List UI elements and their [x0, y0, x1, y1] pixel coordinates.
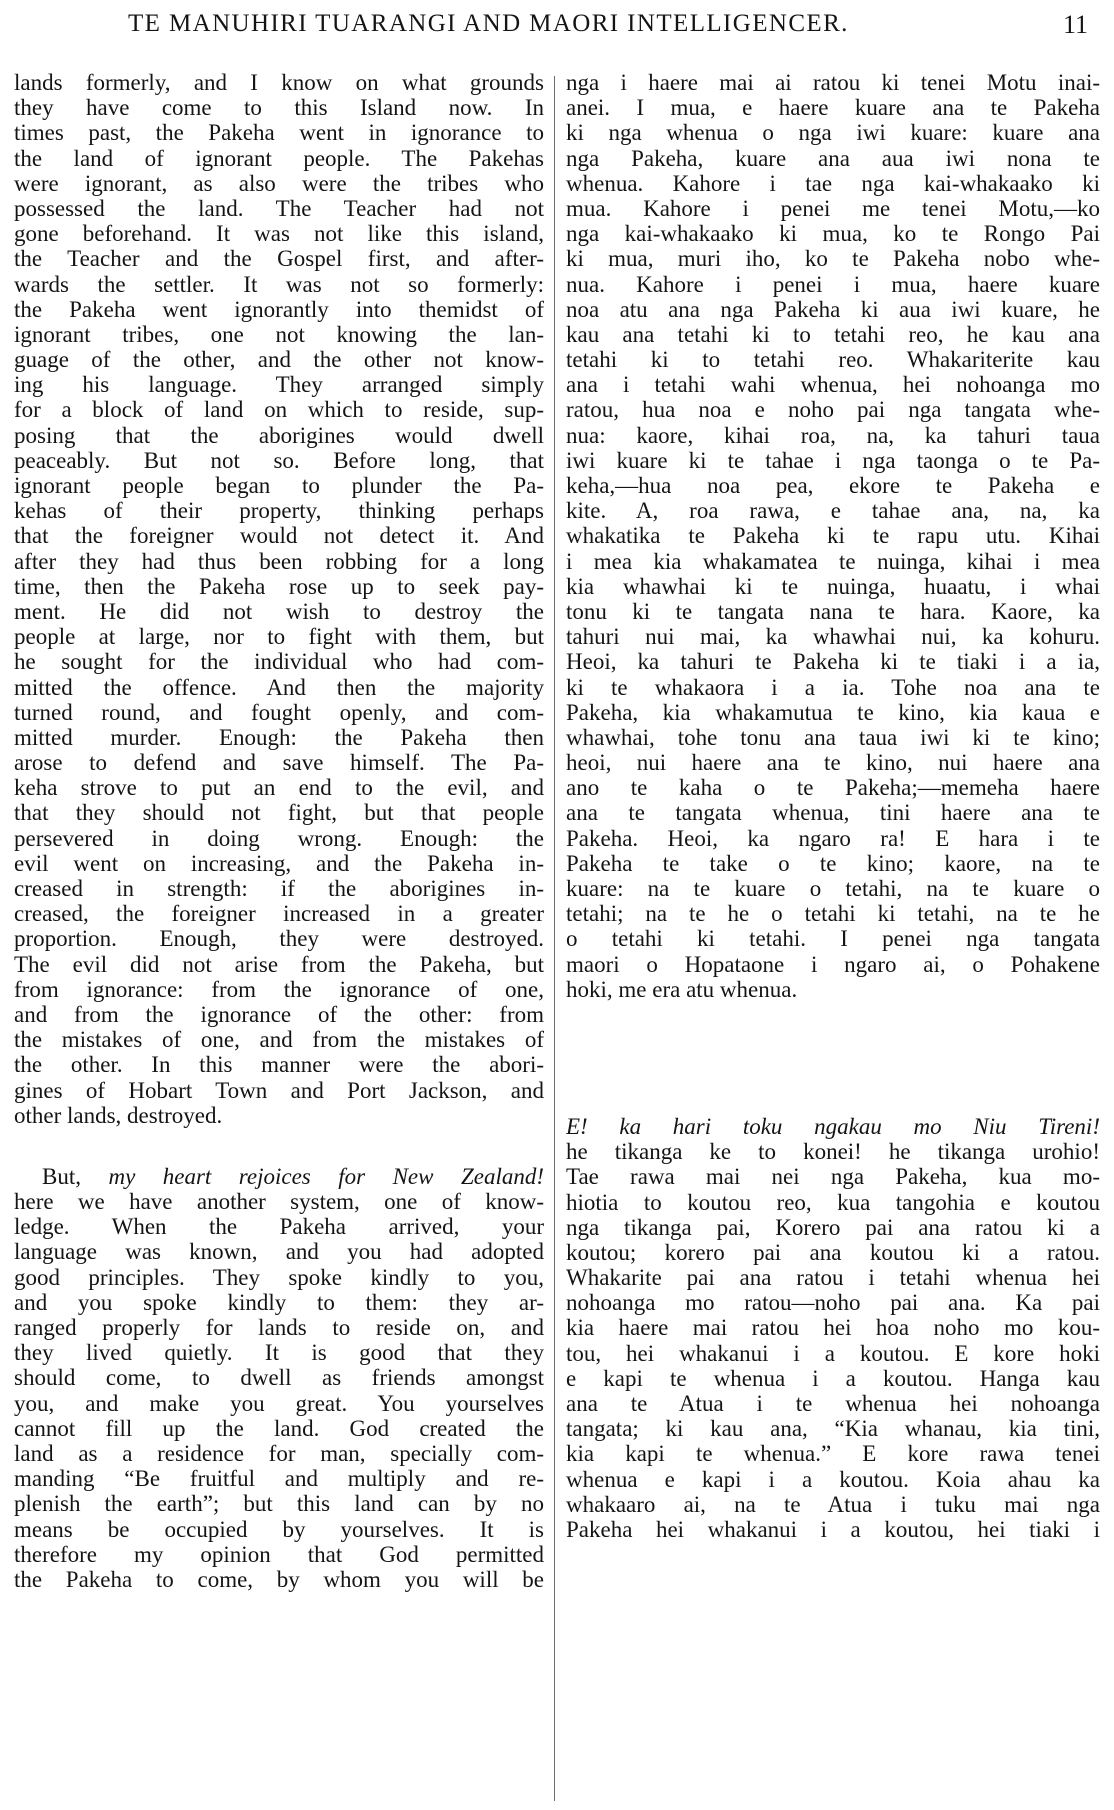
text-line: nga kai-whakaako ki mua, ko te Rongo Pai: [566, 221, 1100, 247]
text-line: tonu ki te tangata nana te hara. Kaore, ka: [566, 598, 1100, 624]
text-line: nga i haere mai ai ratou ki tenei Motu inai-: [566, 70, 1100, 95]
text-line: that they should not fight, but that people: [14, 800, 544, 826]
text-line: o tetahi ki tetahi. I penei nga tangata: [566, 926, 1100, 952]
text-line: ratou, hua noa e noho pai nga tangata whe-: [566, 397, 1100, 423]
text-line: keha strove to put an end to the evil, and: [14, 775, 544, 801]
text-line: e kapi te whenua i a koutou. Hanga kau: [566, 1365, 1100, 1391]
text-line: koutou; korero pai ana koutou ki a ratou.: [566, 1239, 1100, 1265]
text-line: Whakarite pai ana ratou i tetahi whenua hei: [566, 1265, 1100, 1291]
text-line: mitted murder. Enough: the Pakeha then: [14, 724, 544, 750]
text-line: therefore my opinion that God permitted: [14, 1541, 544, 1567]
text-line: whenua. Kahore i tae nga kai-whakaako ki: [566, 170, 1100, 196]
text-line: ki te whakaora i a ia. Tohe noa ana te: [566, 674, 1100, 700]
text-line: the land of ignorant people. The Pakehas: [14, 145, 544, 171]
text-line: Pakeha, kia whakamutua te kino, kia kaua e: [566, 699, 1100, 725]
page-number: 11: [1062, 10, 1088, 39]
text-line: kehas of their property, thinking perhaps: [14, 498, 544, 524]
text-line: he sought for the individual who had com-: [14, 649, 544, 675]
text-line: Pakeha hei whakanui i a koutou, hei tiaki i: [566, 1516, 1100, 1542]
text-line: mua. Kahore i penei me tenei Motu,—ko: [566, 195, 1100, 221]
text-line: kau ana tetahi ki to tetahi reo, he kau ana: [566, 321, 1100, 347]
text-line: whakatika te Pakeha ki te rapu utu. Kihai: [566, 523, 1100, 549]
text-line: Pakeha te take o te kino; kaore, na te: [566, 850, 1100, 876]
text-line: keha,—hua noa pea, ekore te Pakeha e: [566, 473, 1100, 498]
text-line: should come, to dwell as friends amongst: [14, 1365, 544, 1391]
running-title: TE MANUHIRI TUARANGI AND MAORI INTELLIGENCER.: [128, 10, 849, 37]
text-line: kite. A, roa rawa, e tahae ana, na, ka: [566, 498, 1100, 524]
text-line: the Teacher and the Gospel first, and after-: [14, 246, 544, 272]
text-line: they lived quietly. It is good that they: [14, 1340, 544, 1366]
text-line: ledge. When the Pakeha arrived, your: [14, 1214, 544, 1240]
text-line: manding “Be fruitful and multiply and re-: [14, 1466, 544, 1492]
text-line: after they had thus been robbing for a long: [14, 548, 544, 574]
text-line: nua: kaore, kihai roa, na, ka tahuri taua: [566, 422, 1100, 448]
text-line: ana te tangata whenua, tini haere ana te: [566, 800, 1100, 826]
text-line: ment. He did not wish to destroy the: [14, 598, 544, 624]
text-line: Heoi, ka tahuri te Pakeha ki te tiaki i a ia,: [566, 649, 1100, 675]
text-line: kuare: na te kuare o tetahi, na te kuare o: [566, 876, 1100, 901]
text-line: whenua e kapi i a koutou. Koia ahau ka: [566, 1466, 1100, 1492]
text-line: plenish the earth”; but this land can by no: [14, 1491, 544, 1517]
text-line: ki nga whenua o nga iwi kuare: kuare ana: [566, 120, 1100, 146]
text-line: here we have another system, one of know-: [14, 1189, 544, 1215]
text-line: cannot fill up the land. God created the: [14, 1415, 544, 1441]
text-line: proportion. Enough, they were destroyed.: [14, 926, 544, 952]
text-line: people at large, nor to fight with them, but: [14, 624, 544, 650]
text-line: wards the settler. It was not so formerly:: [14, 271, 544, 297]
text-line: hoki, me era atu whenua.: [566, 976, 798, 1002]
text-line: turned round, and fought openly, and com-: [14, 699, 544, 725]
text-line: ignorant people began to plunder the Pa-: [14, 473, 544, 498]
maori-paragraph-2-heading: E! ka hari toku ngakau mo Niu Tireni!: [566, 1113, 1100, 1139]
text-line: language was known, and you had adopted: [14, 1239, 544, 1265]
text-line: posing that the aborigines would dwell: [14, 422, 544, 448]
text-line: creased, the foreigner increased in a greater: [14, 901, 544, 927]
text-line: ranged properly for lands to reside on, and: [14, 1315, 544, 1340]
english-paragraph-2: [14, 1189, 544, 1592]
text-line: gines of Hobart Town and Port Jackson, and: [14, 1077, 544, 1103]
text-line: peaceably. But not so. Before long, that: [14, 447, 544, 473]
text-line: times past, the Pakeha went in ignorance to: [14, 120, 544, 146]
maori-paragraph-1: [566, 70, 1100, 1002]
text-line: noa atu ana nga Pakeha ki aua iwi kuare, he: [566, 296, 1100, 322]
text-line: evil went on increasing, and the Pakeha in-: [14, 850, 544, 876]
text-line: tahuri nui mai, ka whawhai nui, ka kohuru.: [566, 624, 1100, 650]
text-line: ignorant tribes, one not knowing the lan-: [14, 321, 544, 347]
text-line: ana i tetahi wahi whenua, hei nohoanga mo: [566, 372, 1100, 398]
text-line: persevered in doing wrong. Enough: the: [14, 825, 544, 851]
column-divider: [554, 76, 555, 1801]
text-line: ing his language. They arranged simply: [14, 372, 544, 398]
text-line: ano te kaha o te Pakeha;—memeha haere: [566, 775, 1100, 801]
text-line: whakaaro ai, na te Atua i tuku mai nga: [566, 1491, 1100, 1517]
text-line: for a block of land on which to reside, sup-: [14, 397, 544, 423]
text-line: from ignorance: from the ignorance of one,: [14, 976, 544, 1002]
maori-paragraph-2: [566, 1139, 1100, 1542]
text-line: he tikanga ke to konei! he tikanga urohio!: [566, 1139, 1100, 1165]
text-line: anei. I mua, e haere kuare ana te Pakeha: [566, 95, 1100, 121]
text-line: kia whawhai ki te nuinga, huaatu, i whai: [566, 573, 1100, 599]
text-line: means be occupied by yourselves. It is: [14, 1516, 544, 1542]
text-line: land as a residence for man, specially com-: [14, 1440, 544, 1466]
text-line: Tae rawa mai nei nga Pakeha, kua mo-: [566, 1164, 1100, 1190]
english-paragraph-2-opening: [14, 1164, 544, 1189]
maori-column: [566, 70, 1100, 1542]
text-line: lands formerly, and I know on what grounds: [14, 70, 544, 95]
english-paragraph-1: [14, 70, 544, 1128]
text-line: nga Pakeha, kuare ana aua iwi nona te: [566, 145, 1100, 171]
text-line: Pakeha. Heoi, ka ngaro ra! E hara i te: [566, 825, 1100, 851]
text-line: mitted the offence. And then the majority: [14, 674, 544, 700]
text-line: maori o Hopataone i ngaro ai, o Pohakene: [566, 951, 1100, 977]
text-line: kia kapi te whenua.” E kore rawa tenei: [566, 1441, 1100, 1467]
text-line: ki mua, muri iho, ko te Pakeha nobo whe-: [566, 246, 1100, 272]
text-line: possessed the land. The Teacher had not: [14, 195, 544, 221]
english-paragraph-gap: [14, 1128, 544, 1164]
text-line: and from the ignorance of the other: from: [14, 1001, 544, 1027]
text-line: tou, hei whakanui i a koutou. E kore hoki: [566, 1340, 1100, 1366]
text-line: the Pakeha to come, by whom you will be: [14, 1566, 544, 1592]
text-line: tetahi; na te he o tetahi ki tetahi, na te he: [566, 901, 1100, 927]
text-line: nohoanga mo ratou—noho pai ana. Ka pai: [566, 1290, 1100, 1316]
maori-paragraph-gap: [566, 1002, 1100, 1114]
text-line: the Pakeha went ignorantly into themidst of: [14, 296, 544, 322]
english-column: [14, 70, 544, 1592]
text-line: and you spoke kindly to them: they ar-: [14, 1289, 544, 1315]
text-line: The evil did not arise from the Pakeha, but: [14, 951, 544, 977]
text-line: i mea kia whakamatea te nuinga, kihai i mea: [566, 548, 1100, 574]
text-line: ana te Atua i te whenua hei nohoanga: [566, 1391, 1100, 1416]
page-header: [0, 6, 1114, 50]
text-line: that the foreigner would not detect it. And: [14, 523, 544, 549]
text-line: the mistakes of one, and from the mistakes of: [14, 1027, 544, 1053]
text-line: heoi, nui haere ana te kino, nui haere ana: [566, 750, 1100, 776]
text-line: nua. Kahore i penei i mua, haere kuare: [566, 271, 1100, 297]
text-line: iwi kuare ki te tahae i nga taonga o te Pa-: [566, 447, 1100, 473]
text-line: tetahi ki to tetahi reo. Whakariterite kau: [566, 347, 1100, 373]
text-line: nga tikanga pai, Korero pai ana ratou ki a: [566, 1214, 1100, 1240]
text-line: arose to defend and save himself. The Pa-: [14, 750, 544, 776]
text-line: gone beforehand. It was not like this island,: [14, 221, 544, 247]
text-line: kia haere mai ratou hei hoa noho mo kou-: [566, 1315, 1100, 1341]
italic-phrase: my heart rejoices for New Zealand!: [108, 1163, 544, 1189]
text-line: tangata; ki kau ana, “Kia whanau, kia tini,: [566, 1416, 1100, 1442]
text-line: creased in strength: if the aborigines in-: [14, 876, 544, 901]
text-line: they have come to this Island now. In: [14, 95, 544, 121]
text-line: time, then the Pakeha rose up to seek pay-: [14, 573, 544, 599]
text-line: were ignorant, as also were the tribes who: [14, 170, 544, 196]
text-line: other lands, destroyed.: [14, 1102, 223, 1128]
text-line: you, and make you great. You yourselves: [14, 1390, 544, 1416]
text-line: good principles. They spoke kindly to you,: [14, 1264, 544, 1290]
opening-word: But,: [42, 1163, 109, 1189]
text-line: whawhai, tohe tonu ana taua iwi ki te kino;: [566, 724, 1100, 750]
text-line: hiotia to koutou reo, kua tangohia e koutou: [566, 1189, 1100, 1215]
text-line: guage of the other, and the other not know-: [14, 347, 544, 373]
text-line: the other. In this manner were the abori-: [14, 1052, 544, 1078]
